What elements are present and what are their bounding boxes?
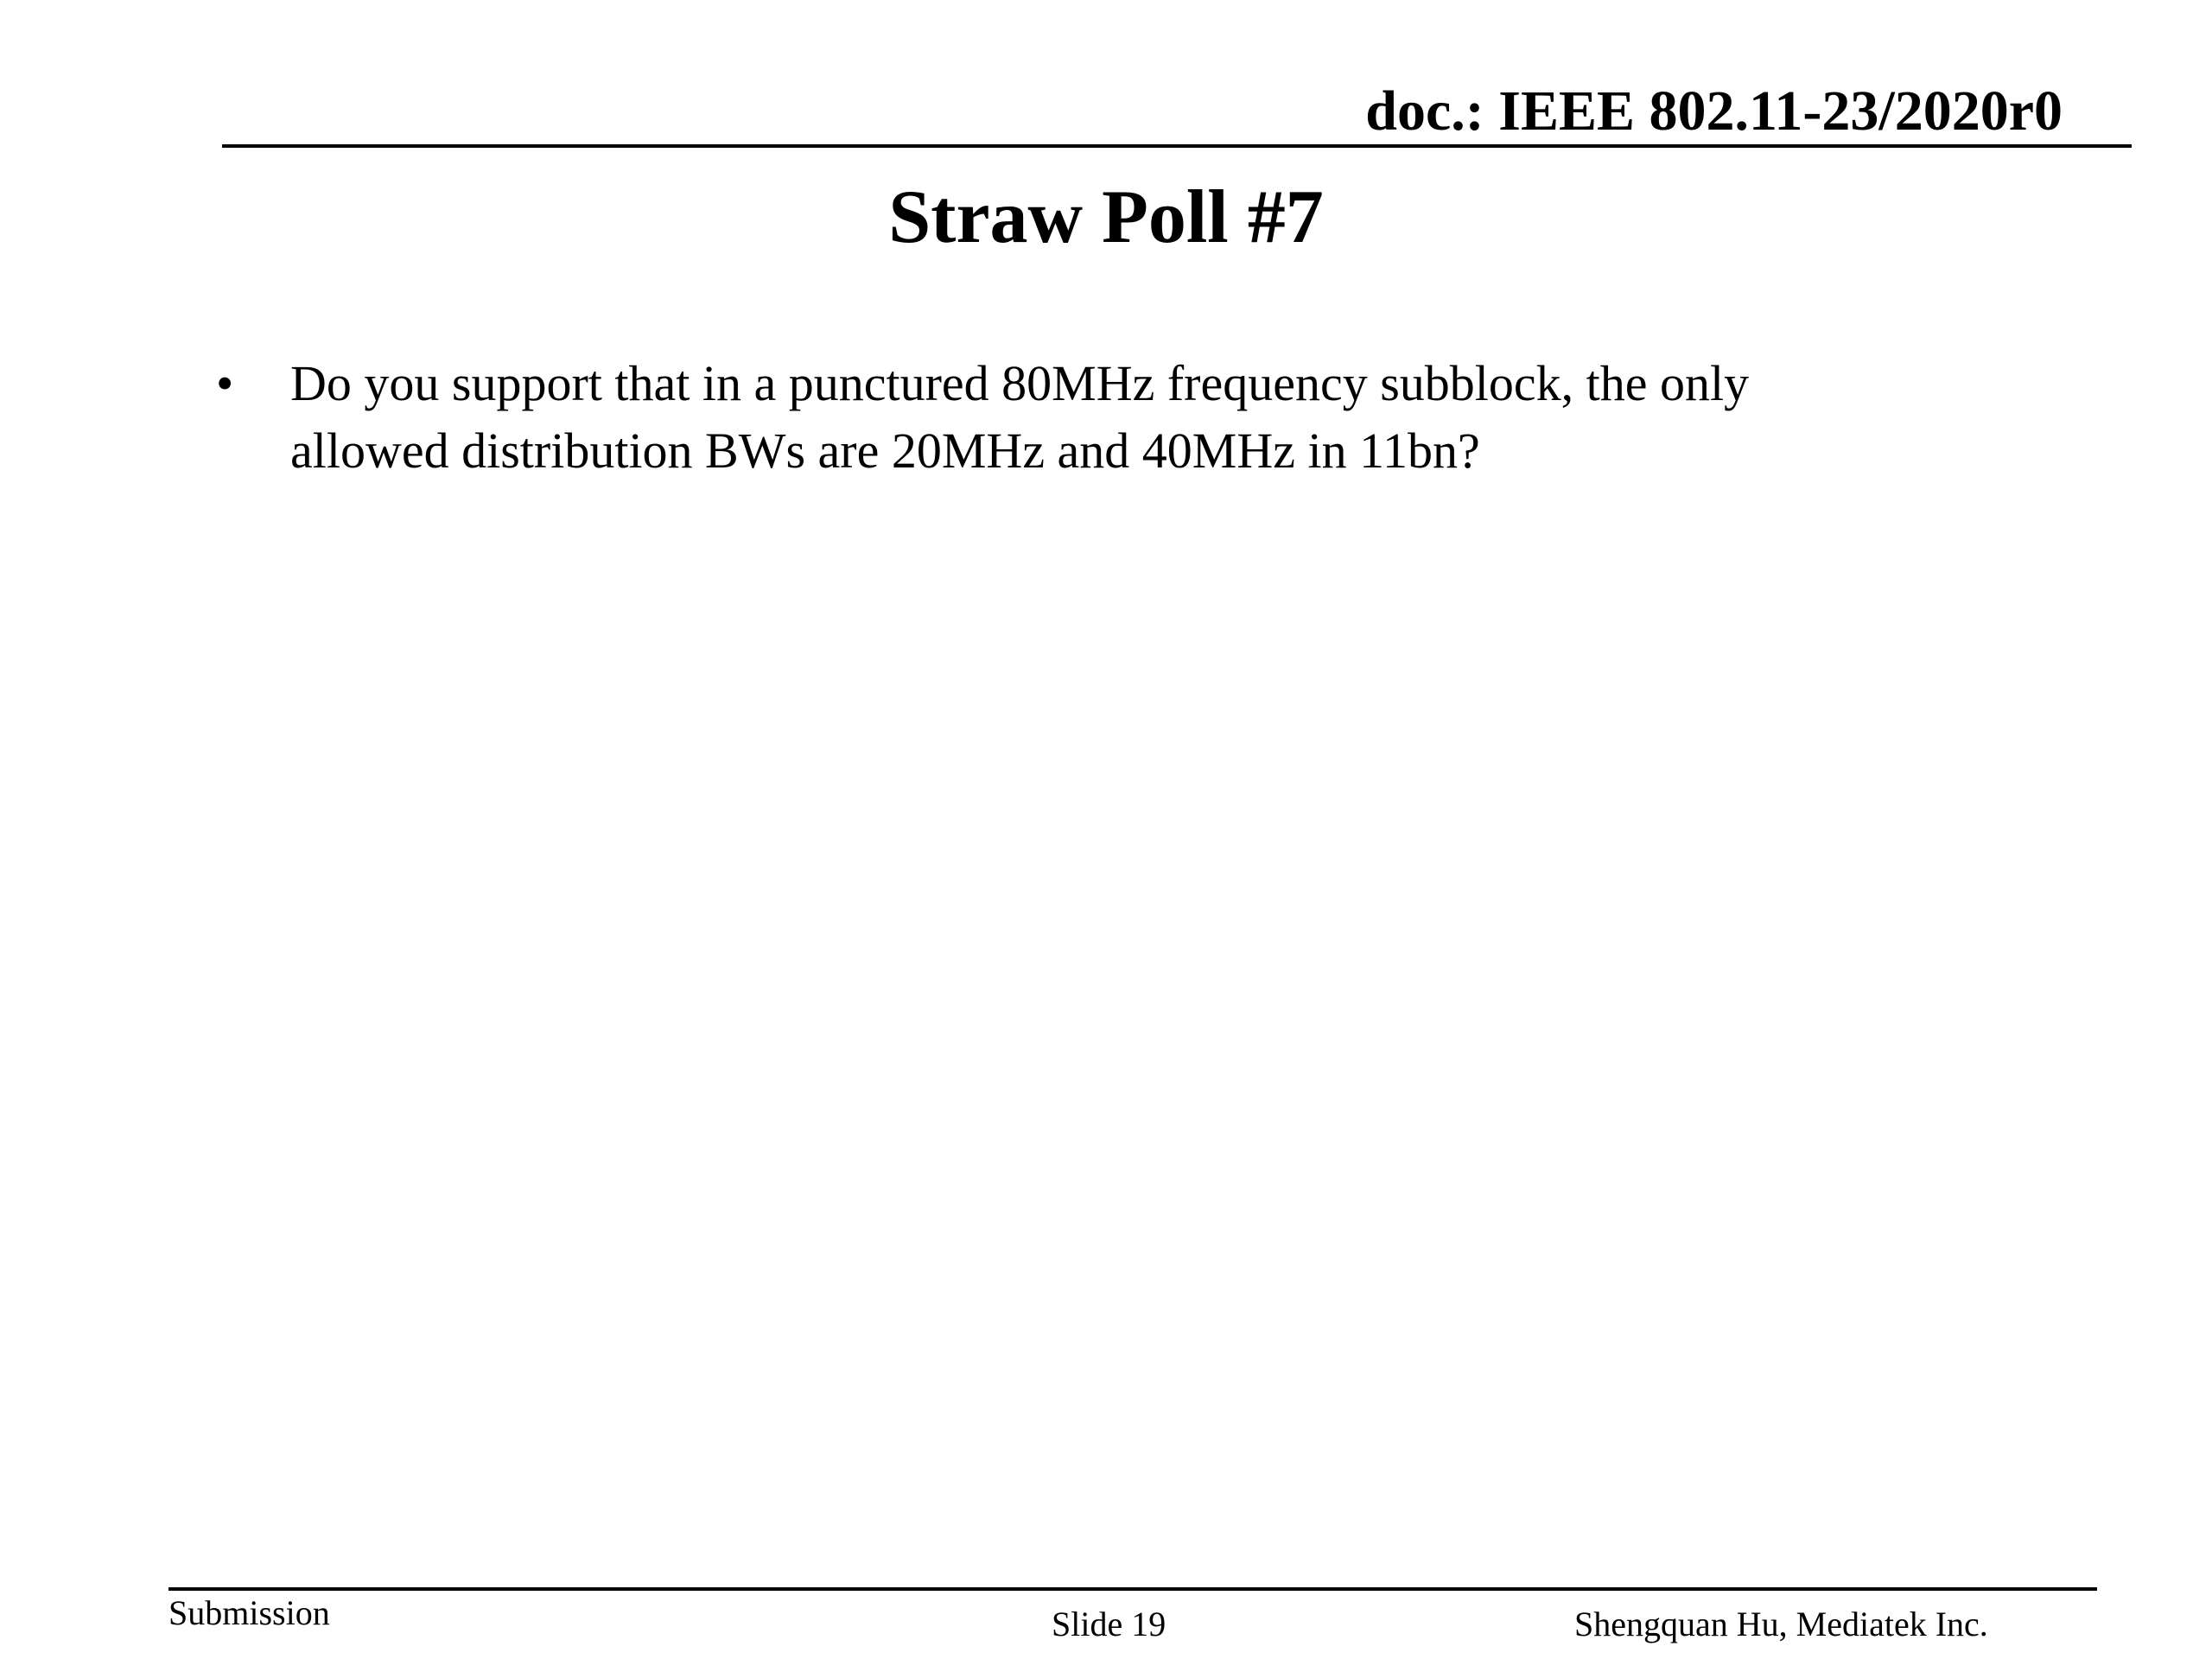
bullet-item (216, 350, 2031, 485)
document-id: doc.: IEEE 802.11-23/2020r0 (1365, 79, 2063, 143)
footer-author: Shengquan Hu, Mediatek Inc. (1574, 1605, 1988, 1643)
bullet-text-line-1: Do you support that in a punctured 80MHz frequency subblock, the only (290, 355, 1750, 411)
slide-title: Straw Poll #7 (888, 175, 1324, 259)
footer-slide-number: Slide 19 (1052, 1605, 1166, 1643)
header-divider (222, 144, 2132, 148)
bullet-text-line-2: allowed distribution BWs are 20MHz and 40MHz in 11bn? (290, 423, 1480, 479)
bullet-list (216, 350, 2031, 485)
footer-divider (168, 1587, 2097, 1591)
bullet-marker: • (216, 355, 234, 411)
footer-submission-label: Submission (168, 1593, 330, 1632)
